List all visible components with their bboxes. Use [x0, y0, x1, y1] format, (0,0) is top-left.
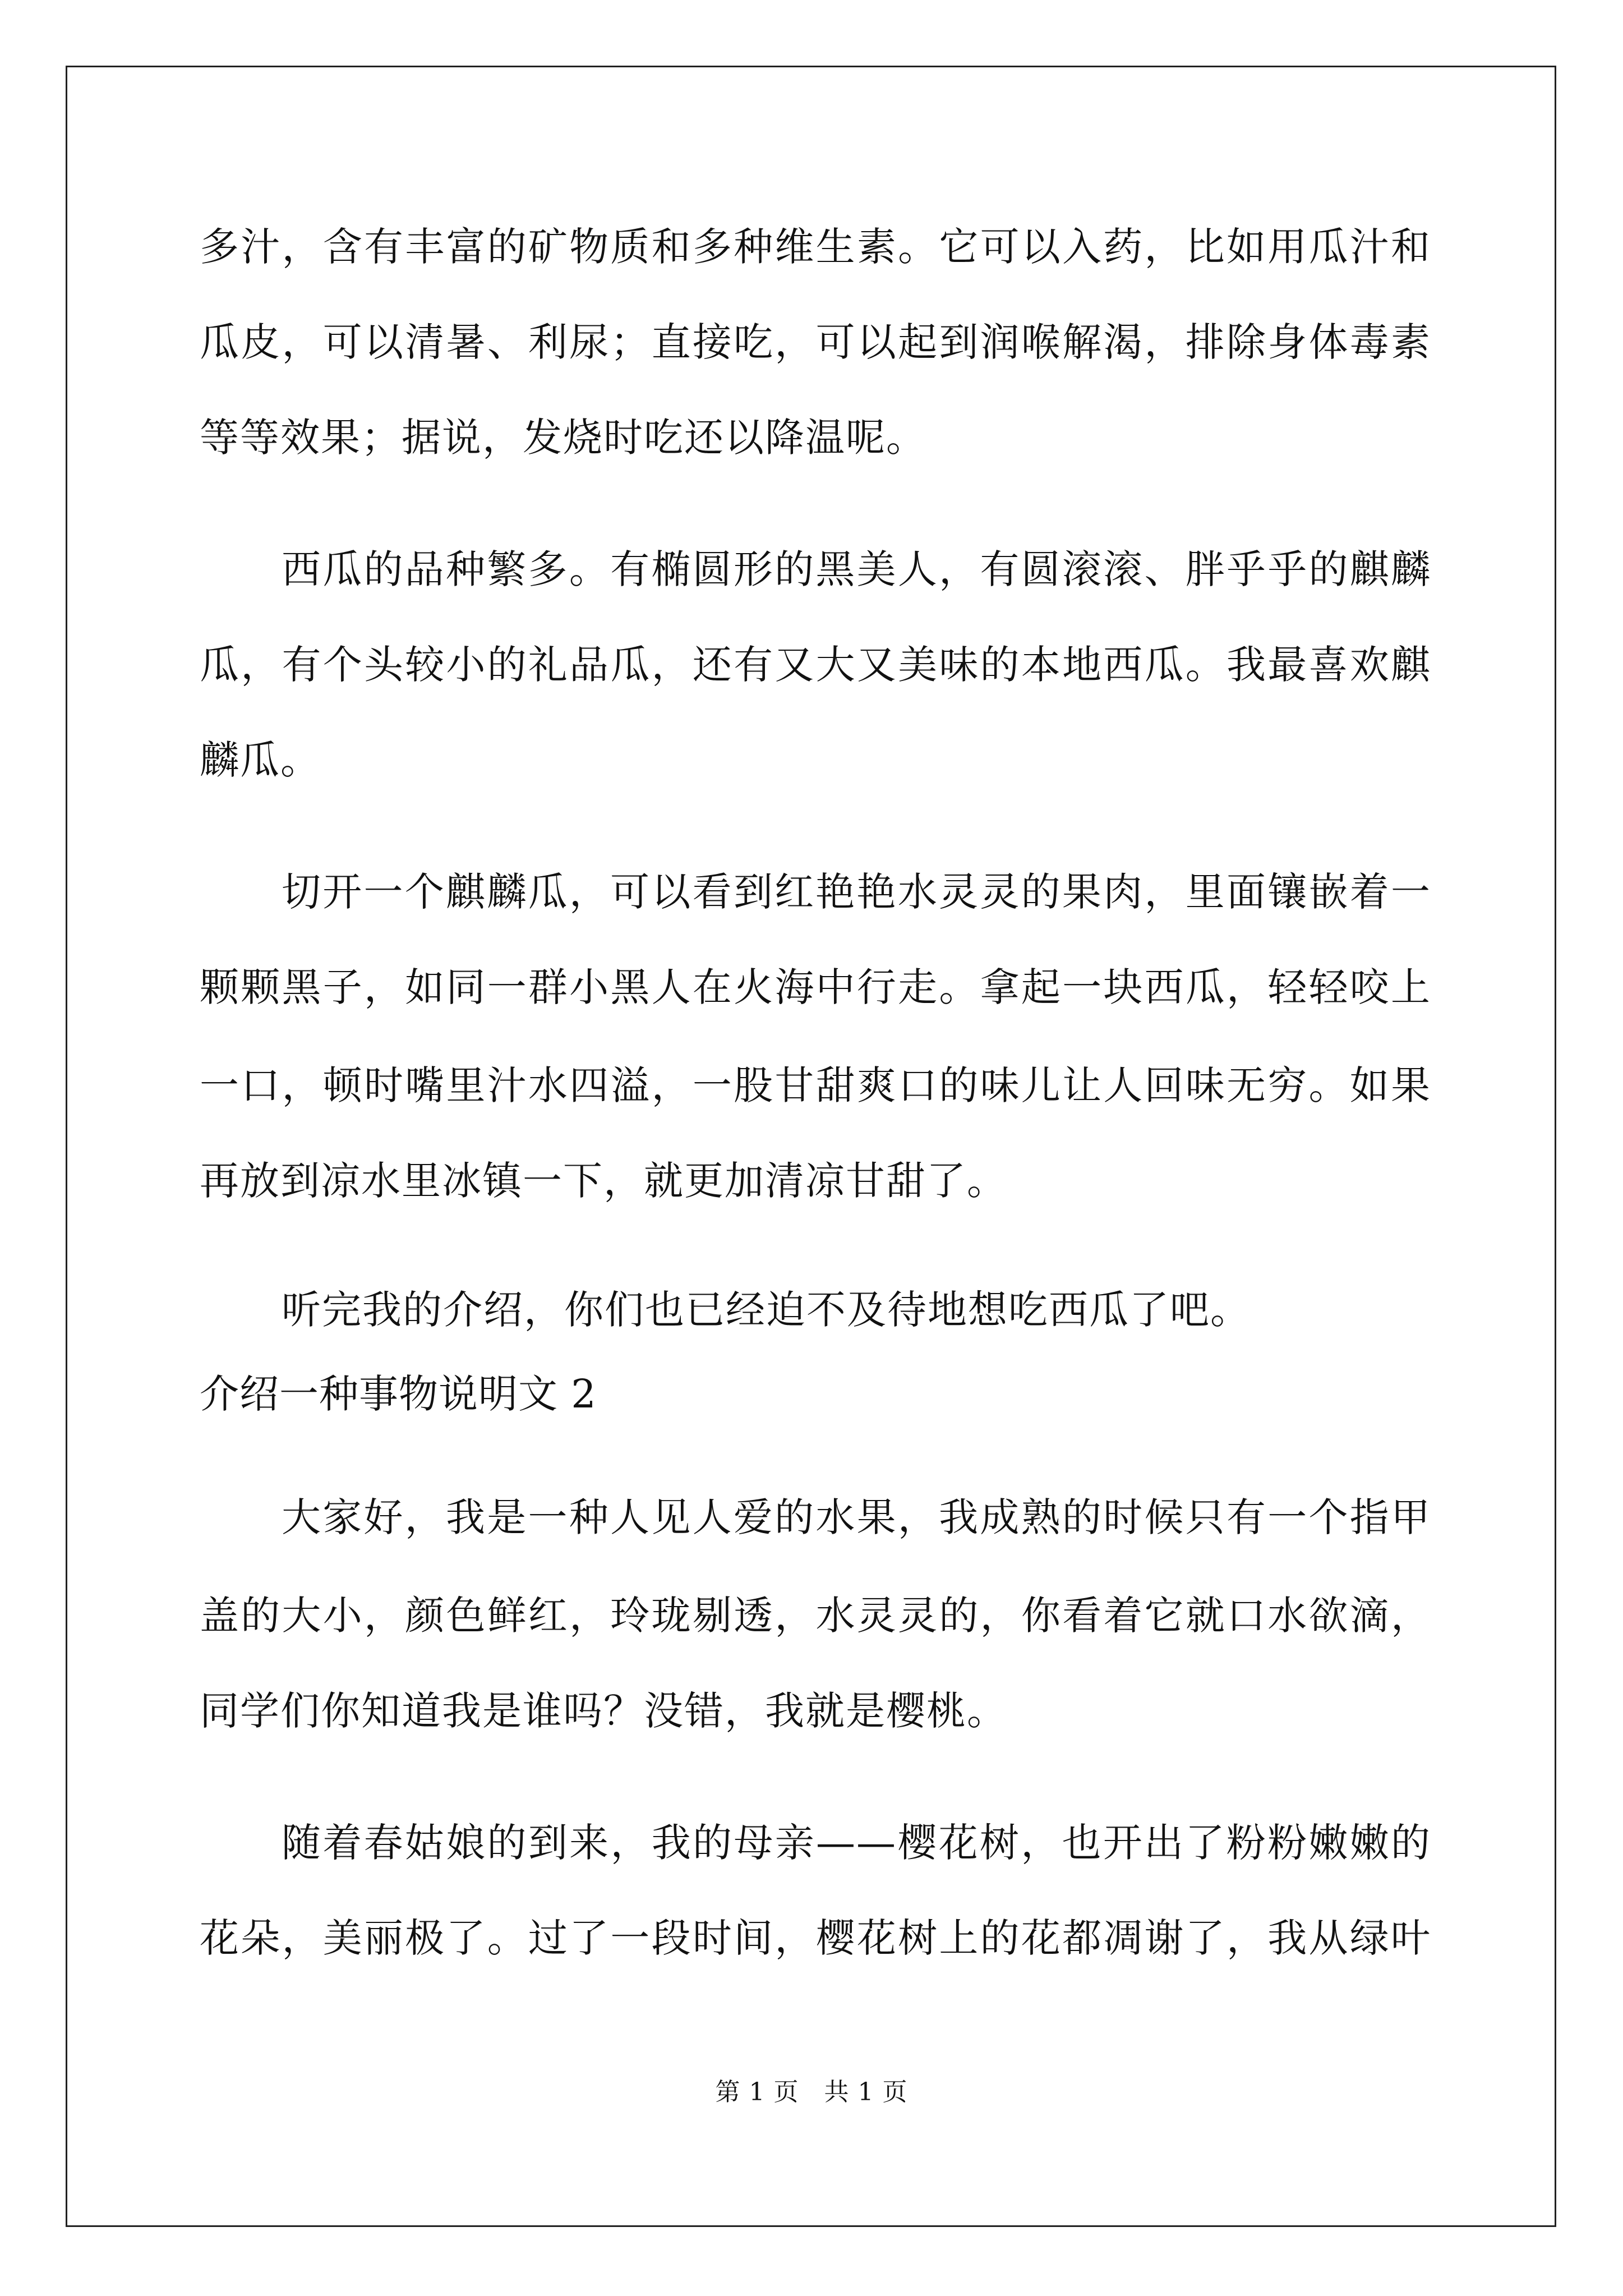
paragraph-start-line: 切开一个麒麟瓜，可以看到红艳艳水灵灵的果肉，里面镶嵌着一: [282, 869, 1431, 915]
page-border: [66, 66, 1556, 2227]
text-line: 瓜，有个头较小的礼品瓜，还有又大又美味的本地西瓜。我最喜欢麒: [200, 642, 1431, 688]
text-line: 再放到凉水里冰镇一下，就更加清凉甘甜了。: [200, 1158, 1007, 1204]
text-line: 瓜皮，可以清暑、利尿；直接吃，可以起到润喉解渴，排除身体毒素: [200, 319, 1431, 365]
paragraph-start-line: 西瓜的品种繁多。有椭圆形的黑美人，有圆滚滚、胖乎乎的麒麟: [282, 546, 1431, 592]
text-line: 花朵，美丽极了。过了一段时间，樱花树上的花都凋谢了，我从绿叶: [200, 1915, 1431, 1961]
text-line: 麟瓜。: [200, 737, 321, 783]
page-footer: 第 1 页 共 1 页: [715, 2078, 908, 2106]
text-line: 同学们你知道我是谁吗？没错，我就是樱桃。: [200, 1688, 1007, 1734]
text-line: 颗颗黑子，如同一群小黑人在火海中行走。拿起一块西瓜，轻轻咬上: [200, 964, 1431, 1010]
text-line: 一口，顿时嘴里汁水四溢，一股甘甜爽口的味儿让人回味无穷。如果: [200, 1062, 1431, 1108]
text-line: 盖的大小，颜色鲜红，玲珑剔透，水灵灵的，你看着它就口水欲滴，: [200, 1593, 1431, 1639]
section-heading: 介绍一种事物说明文 2: [200, 1371, 597, 1417]
paragraph-start-line: 听完我的介绍，你们也已经迫不及待地想吃西瓜了吧。: [282, 1287, 1251, 1333]
text-line: 多汁，含有丰富的矿物质和多种维生素。它可以入药，比如用瓜汁和: [200, 224, 1431, 270]
paragraph-start-line: 随着春姑娘的到来，我的母亲——樱花树，也开出了粉粉嫩嫩的: [282, 1820, 1431, 1866]
paragraph-start-line: 大家好，我是一种人见人爱的水果，我成熟的时候只有一个指甲: [282, 1494, 1431, 1540]
text-line: 等等效果；据说，发烧时吃还以降温呢。: [200, 415, 926, 461]
